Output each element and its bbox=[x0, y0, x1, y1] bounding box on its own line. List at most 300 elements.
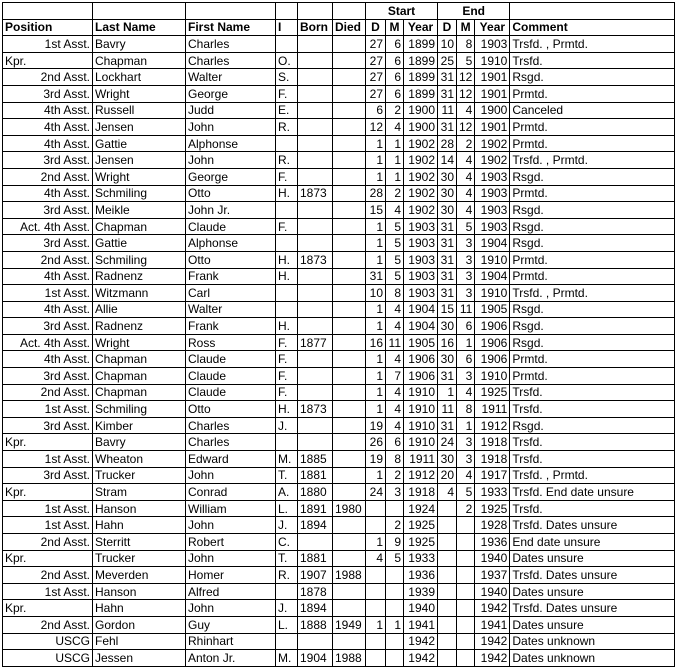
last-name-cell: Radnenz bbox=[93, 318, 186, 335]
end-day-cell bbox=[438, 567, 457, 584]
first-name-cell: Carl bbox=[186, 285, 276, 302]
start-day-cell: 6 bbox=[366, 102, 386, 119]
position-cell: 1st Asst. bbox=[3, 583, 93, 600]
born-cell bbox=[298, 368, 333, 385]
comment-cell: Rsgd. bbox=[510, 301, 675, 318]
first-name-cell: John Jr. bbox=[186, 202, 276, 219]
comment-cell: Dates unknown bbox=[510, 633, 675, 650]
last-name-cell: Radnenz bbox=[93, 268, 186, 285]
position-cell: 3rd Asst. bbox=[3, 235, 93, 252]
position-cell: USCG bbox=[3, 650, 93, 667]
comment-cell: Trsfd. bbox=[510, 451, 675, 468]
start-day-cell bbox=[366, 567, 386, 584]
start-month-cell: 5 bbox=[386, 218, 404, 235]
end-month-cell: 4 bbox=[457, 467, 475, 484]
table-row bbox=[3, 434, 675, 451]
start-day-cell: 1 bbox=[366, 616, 386, 633]
position-cell: 2nd Asst. bbox=[3, 168, 93, 185]
blank-header-cell bbox=[298, 3, 333, 20]
comment-cell: Prmtd. bbox=[510, 85, 675, 102]
first-name-cell: Frank bbox=[186, 268, 276, 285]
end-year-cell: 1904 bbox=[475, 268, 510, 285]
position-cell: 2nd Asst. bbox=[3, 384, 93, 401]
end-year-cell: 1940 bbox=[475, 583, 510, 600]
end-year-cell: 1912 bbox=[475, 417, 510, 434]
initial-cell bbox=[276, 301, 298, 318]
first-name-cell: Charles bbox=[186, 36, 276, 53]
born-cell bbox=[298, 218, 333, 235]
table-row bbox=[3, 567, 675, 584]
comment-cell: Rsgd. bbox=[510, 218, 675, 235]
start-year-cell: 1924 bbox=[404, 500, 438, 517]
initial-cell: E. bbox=[276, 102, 298, 119]
end-year-cell: 1902 bbox=[475, 135, 510, 152]
comment-cell: Trsfd. , Prmtd. bbox=[510, 467, 675, 484]
first-name-cell: Rhinhart bbox=[186, 633, 276, 650]
position-cell: 1st Asst. bbox=[3, 517, 93, 534]
column-header-end-month: M bbox=[457, 19, 475, 36]
died-cell bbox=[333, 368, 366, 385]
first-name-cell: John bbox=[186, 600, 276, 617]
end-year-cell: 1903 bbox=[475, 202, 510, 219]
table-row bbox=[3, 334, 675, 351]
end-month-cell: 4 bbox=[457, 102, 475, 119]
end-year-cell: 1918 bbox=[475, 434, 510, 451]
initial-cell: S. bbox=[276, 69, 298, 86]
position-cell: 3rd Asst. bbox=[3, 417, 93, 434]
end-month-cell bbox=[457, 534, 475, 551]
born-cell bbox=[298, 268, 333, 285]
end-month-cell: 3 bbox=[457, 434, 475, 451]
comment-cell: Trsfd. , Prmtd. bbox=[510, 285, 675, 302]
first-name-cell: Walter bbox=[186, 69, 276, 86]
end-year-cell: 1910 bbox=[475, 285, 510, 302]
end-month-cell: 6 bbox=[457, 318, 475, 335]
start-year-cell: 1942 bbox=[404, 650, 438, 667]
comment-cell: Prmtd. bbox=[510, 268, 675, 285]
table-row bbox=[3, 168, 675, 185]
end-month-cell: 2 bbox=[457, 135, 475, 152]
initial-cell bbox=[276, 583, 298, 600]
table-row bbox=[3, 152, 675, 169]
start-year-cell: 1905 bbox=[404, 334, 438, 351]
comment-cell: Trsfd. bbox=[510, 384, 675, 401]
first-name-cell: Claude bbox=[186, 384, 276, 401]
table-row bbox=[3, 85, 675, 102]
start-day-cell: 28 bbox=[366, 185, 386, 202]
end-month-cell: 6 bbox=[457, 351, 475, 368]
first-name-cell: Homer bbox=[186, 567, 276, 584]
last-name-cell: Chapman bbox=[93, 368, 186, 385]
end-month-cell: 12 bbox=[457, 69, 475, 86]
start-year-cell: 1903 bbox=[404, 285, 438, 302]
first-name-cell: William bbox=[186, 500, 276, 517]
end-month-cell: 2 bbox=[457, 500, 475, 517]
table-row bbox=[3, 185, 675, 202]
start-month-cell: 4 bbox=[386, 119, 404, 136]
died-cell bbox=[333, 467, 366, 484]
start-day-cell: 1 bbox=[366, 168, 386, 185]
died-cell bbox=[333, 484, 366, 501]
comment-cell: Trsfd. , Prmtd. bbox=[510, 152, 675, 169]
start-month-cell: 2 bbox=[386, 467, 404, 484]
table-row bbox=[3, 268, 675, 285]
first-name-cell: Anton Jr. bbox=[186, 650, 276, 667]
comment-cell: Dates unsure bbox=[510, 550, 675, 567]
died-cell bbox=[333, 268, 366, 285]
first-name-cell: Alphonse bbox=[186, 135, 276, 152]
table-row bbox=[3, 36, 675, 53]
end-day-cell: 30 bbox=[438, 351, 457, 368]
roster-body bbox=[3, 36, 675, 667]
born-cell: 1873 bbox=[298, 401, 333, 418]
table-row bbox=[3, 235, 675, 252]
last-name-cell: Wright bbox=[93, 168, 186, 185]
table-row bbox=[3, 583, 675, 600]
position-cell: Kpr. bbox=[3, 52, 93, 69]
position-cell: 1st Asst. bbox=[3, 401, 93, 418]
position-cell: 3rd Asst. bbox=[3, 318, 93, 335]
initial-cell: L. bbox=[276, 500, 298, 517]
first-name-cell: Robert bbox=[186, 534, 276, 551]
start-year-cell: 1910 bbox=[404, 417, 438, 434]
comment-cell: End date unsure bbox=[510, 534, 675, 551]
start-year-cell: 1910 bbox=[404, 434, 438, 451]
initial-cell bbox=[276, 235, 298, 252]
died-cell bbox=[333, 301, 366, 318]
end-day-cell: 15 bbox=[438, 301, 457, 318]
position-cell: Act. 4th Asst. bbox=[3, 334, 93, 351]
first-name-cell: Alfred bbox=[186, 583, 276, 600]
column-header-row bbox=[3, 19, 675, 36]
died-cell bbox=[333, 550, 366, 567]
end-day-cell bbox=[438, 534, 457, 551]
died-cell bbox=[333, 119, 366, 136]
end-day-cell: 31 bbox=[438, 417, 457, 434]
table-row bbox=[3, 69, 675, 86]
born-cell bbox=[298, 318, 333, 335]
table-row bbox=[3, 384, 675, 401]
end-day-cell: 16 bbox=[438, 334, 457, 351]
column-header-last-name: Last Name bbox=[93, 19, 186, 36]
start-day-cell: 1 bbox=[366, 152, 386, 169]
start-year-cell: 1903 bbox=[404, 251, 438, 268]
end-day-cell: 24 bbox=[438, 434, 457, 451]
end-year-cell: 1904 bbox=[475, 235, 510, 252]
table-row bbox=[3, 600, 675, 617]
start-year-cell: 1911 bbox=[404, 451, 438, 468]
position-cell: Kpr. bbox=[3, 484, 93, 501]
start-day-cell bbox=[366, 650, 386, 667]
comment-cell: Trsfd. bbox=[510, 52, 675, 69]
start-day-cell: 27 bbox=[366, 36, 386, 53]
start-month-cell: 6 bbox=[386, 69, 404, 86]
start-year-cell: 1900 bbox=[404, 119, 438, 136]
start-year-cell: 1918 bbox=[404, 484, 438, 501]
end-year-cell: 1905 bbox=[475, 301, 510, 318]
end-day-cell: 11 bbox=[438, 102, 457, 119]
start-year-cell: 1939 bbox=[404, 583, 438, 600]
start-year-cell: 1942 bbox=[404, 633, 438, 650]
start-year-cell: 1902 bbox=[404, 152, 438, 169]
died-cell bbox=[333, 417, 366, 434]
last-name-cell: Chapman bbox=[93, 218, 186, 235]
end-day-cell bbox=[438, 517, 457, 534]
end-month-cell: 5 bbox=[457, 218, 475, 235]
table-row bbox=[3, 102, 675, 119]
start-month-cell: 5 bbox=[386, 235, 404, 252]
born-cell: 1873 bbox=[298, 185, 333, 202]
died-cell bbox=[333, 384, 366, 401]
last-name-cell: Bavry bbox=[93, 434, 186, 451]
died-cell bbox=[333, 434, 366, 451]
initial-cell: C. bbox=[276, 534, 298, 551]
end-year-cell: 1900 bbox=[475, 102, 510, 119]
born-cell bbox=[298, 301, 333, 318]
table-row bbox=[3, 633, 675, 650]
position-cell: Act. 4th Asst. bbox=[3, 218, 93, 235]
initial-cell bbox=[276, 36, 298, 53]
first-name-cell: Charles bbox=[186, 417, 276, 434]
end-month-cell: 4 bbox=[457, 384, 475, 401]
start-month-cell: 6 bbox=[386, 36, 404, 53]
died-cell bbox=[333, 334, 366, 351]
end-year-cell: 1910 bbox=[475, 368, 510, 385]
start-month-cell: 7 bbox=[386, 368, 404, 385]
start-month-cell: 8 bbox=[386, 451, 404, 468]
start-day-cell: 1 bbox=[366, 534, 386, 551]
blank-header-cell bbox=[510, 3, 675, 20]
end-day-cell: 28 bbox=[438, 135, 457, 152]
end-day-cell: 11 bbox=[438, 401, 457, 418]
position-cell: 1st Asst. bbox=[3, 36, 93, 53]
position-cell: 1st Asst. bbox=[3, 451, 93, 468]
start-year-cell: 1903 bbox=[404, 218, 438, 235]
died-cell bbox=[333, 517, 366, 534]
end-year-cell: 1911 bbox=[475, 401, 510, 418]
died-cell bbox=[333, 534, 366, 551]
end-month-cell: 5 bbox=[457, 52, 475, 69]
start-month-cell bbox=[386, 633, 404, 650]
end-year-cell: 1906 bbox=[475, 351, 510, 368]
initial-cell: H. bbox=[276, 251, 298, 268]
table-row bbox=[3, 135, 675, 152]
start-group-header: Start bbox=[366, 3, 438, 20]
end-year-cell: 1903 bbox=[475, 36, 510, 53]
end-month-cell: 3 bbox=[457, 368, 475, 385]
end-year-cell: 1906 bbox=[475, 318, 510, 335]
last-name-cell: Hanson bbox=[93, 500, 186, 517]
born-cell bbox=[298, 135, 333, 152]
position-cell: 3rd Asst. bbox=[3, 467, 93, 484]
born-cell: 1894 bbox=[298, 517, 333, 534]
end-day-cell: 30 bbox=[438, 168, 457, 185]
comment-cell: Prmtd. bbox=[510, 119, 675, 136]
first-name-cell: Judd bbox=[186, 102, 276, 119]
initial-cell: M. bbox=[276, 650, 298, 667]
table-row bbox=[3, 534, 675, 551]
end-group-header: End bbox=[438, 3, 510, 20]
start-month-cell: 2 bbox=[386, 185, 404, 202]
last-name-cell: Meikle bbox=[93, 202, 186, 219]
position-cell: 4th Asst. bbox=[3, 119, 93, 136]
position-cell: 4th Asst. bbox=[3, 351, 93, 368]
died-cell bbox=[333, 202, 366, 219]
initial-cell bbox=[276, 135, 298, 152]
died-cell: 1980 bbox=[333, 500, 366, 517]
born-cell bbox=[298, 434, 333, 451]
start-month-cell: 4 bbox=[386, 417, 404, 434]
died-cell bbox=[333, 633, 366, 650]
end-day-cell: 31 bbox=[438, 218, 457, 235]
first-name-cell: Otto bbox=[186, 401, 276, 418]
last-name-cell: Schmiling bbox=[93, 185, 186, 202]
born-cell bbox=[298, 384, 333, 401]
start-year-cell: 1899 bbox=[404, 69, 438, 86]
end-year-cell: 1903 bbox=[475, 218, 510, 235]
column-header-end-year: Year bbox=[475, 19, 510, 36]
start-year-cell: 1906 bbox=[404, 368, 438, 385]
start-year-cell: 1912 bbox=[404, 467, 438, 484]
end-year-cell: 1925 bbox=[475, 500, 510, 517]
start-day-cell: 27 bbox=[366, 52, 386, 69]
last-name-cell: Schmiling bbox=[93, 251, 186, 268]
start-day-cell: 10 bbox=[366, 285, 386, 302]
comment-cell: Dates unsure bbox=[510, 583, 675, 600]
end-day-cell: 20 bbox=[438, 467, 457, 484]
end-year-cell: 1903 bbox=[475, 185, 510, 202]
born-cell bbox=[298, 85, 333, 102]
end-year-cell: 1918 bbox=[475, 451, 510, 468]
start-year-cell: 1933 bbox=[404, 550, 438, 567]
initial-cell: R. bbox=[276, 119, 298, 136]
comment-cell: Rsgd. bbox=[510, 168, 675, 185]
start-year-cell: 1910 bbox=[404, 401, 438, 418]
start-day-cell bbox=[366, 633, 386, 650]
end-day-cell: 31 bbox=[438, 69, 457, 86]
comment-cell: Rsgd. bbox=[510, 334, 675, 351]
died-cell: 1988 bbox=[333, 650, 366, 667]
position-cell: Kpr. bbox=[3, 600, 93, 617]
start-month-cell: 6 bbox=[386, 52, 404, 69]
born-cell bbox=[298, 152, 333, 169]
table-row bbox=[3, 119, 675, 136]
end-month-cell: 11 bbox=[457, 301, 475, 318]
born-cell bbox=[298, 69, 333, 86]
initial-cell: T. bbox=[276, 467, 298, 484]
end-month-cell: 5 bbox=[457, 484, 475, 501]
end-day-cell: 31 bbox=[438, 285, 457, 302]
end-day-cell: 31 bbox=[438, 235, 457, 252]
first-name-cell: John bbox=[186, 119, 276, 136]
last-name-cell: Witzmann bbox=[93, 285, 186, 302]
start-month-cell: 3 bbox=[386, 484, 404, 501]
comment-cell: Dates unsure bbox=[510, 616, 675, 633]
last-name-cell: Hahn bbox=[93, 600, 186, 617]
position-cell: 2nd Asst. bbox=[3, 534, 93, 551]
end-day-cell: 31 bbox=[438, 268, 457, 285]
end-month-cell: 12 bbox=[457, 119, 475, 136]
start-year-cell: 1904 bbox=[404, 318, 438, 335]
table-row bbox=[3, 351, 675, 368]
start-day-cell bbox=[366, 583, 386, 600]
first-name-cell: Claude bbox=[186, 368, 276, 385]
born-cell: 1894 bbox=[298, 600, 333, 617]
end-month-cell: 4 bbox=[457, 202, 475, 219]
start-month-cell: 6 bbox=[386, 85, 404, 102]
comment-cell: Prmtd. bbox=[510, 185, 675, 202]
table-row bbox=[3, 616, 675, 633]
position-cell: 4th Asst. bbox=[3, 102, 93, 119]
comment-cell: Canceled bbox=[510, 102, 675, 119]
initial-cell: J. bbox=[276, 417, 298, 434]
start-month-cell: 4 bbox=[386, 351, 404, 368]
start-month-cell bbox=[386, 650, 404, 667]
died-cell: 1988 bbox=[333, 567, 366, 584]
position-cell: 4th Asst. bbox=[3, 301, 93, 318]
end-year-cell: 1936 bbox=[475, 534, 510, 551]
table-row bbox=[3, 218, 675, 235]
comment-cell: Prmtd. bbox=[510, 351, 675, 368]
end-year-cell: 1937 bbox=[475, 567, 510, 584]
start-day-cell: 19 bbox=[366, 451, 386, 468]
end-year-cell: 1933 bbox=[475, 484, 510, 501]
start-month-cell bbox=[386, 500, 404, 517]
start-month-cell: 1 bbox=[386, 135, 404, 152]
start-day-cell: 4 bbox=[366, 550, 386, 567]
end-day-cell: 25 bbox=[438, 52, 457, 69]
start-year-cell: 1902 bbox=[404, 168, 438, 185]
end-month-cell: 3 bbox=[457, 285, 475, 302]
start-month-cell bbox=[386, 600, 404, 617]
end-day-cell bbox=[438, 600, 457, 617]
start-month-cell bbox=[386, 567, 404, 584]
start-day-cell bbox=[366, 517, 386, 534]
end-day-cell: 30 bbox=[438, 451, 457, 468]
start-year-cell: 1936 bbox=[404, 567, 438, 584]
start-month-cell: 2 bbox=[386, 102, 404, 119]
column-header-start-day: D bbox=[366, 19, 386, 36]
start-year-cell: 1902 bbox=[404, 202, 438, 219]
first-name-cell: Alphonse bbox=[186, 235, 276, 252]
initial-cell: O. bbox=[276, 52, 298, 69]
died-cell bbox=[333, 218, 366, 235]
position-cell: 2nd Asst. bbox=[3, 251, 93, 268]
table-row bbox=[3, 500, 675, 517]
died-cell bbox=[333, 168, 366, 185]
position-cell: 3rd Asst. bbox=[3, 368, 93, 385]
initial-cell: R. bbox=[276, 152, 298, 169]
end-day-cell bbox=[438, 633, 457, 650]
comment-cell: Dates unknown bbox=[510, 650, 675, 667]
end-day-cell: 31 bbox=[438, 119, 457, 136]
end-month-cell bbox=[457, 600, 475, 617]
died-cell bbox=[333, 85, 366, 102]
keeper-roster-table bbox=[2, 2, 675, 667]
start-year-cell: 1925 bbox=[404, 534, 438, 551]
born-cell: 1880 bbox=[298, 484, 333, 501]
start-day-cell: 19 bbox=[366, 417, 386, 434]
start-day-cell: 24 bbox=[366, 484, 386, 501]
end-year-cell: 1901 bbox=[475, 119, 510, 136]
blank-header-cell bbox=[333, 3, 366, 20]
died-cell bbox=[333, 600, 366, 617]
first-name-cell: Conrad bbox=[186, 484, 276, 501]
initial-cell bbox=[276, 434, 298, 451]
last-name-cell: Jensen bbox=[93, 119, 186, 136]
table-row bbox=[3, 467, 675, 484]
last-name-cell: Fehl bbox=[93, 633, 186, 650]
